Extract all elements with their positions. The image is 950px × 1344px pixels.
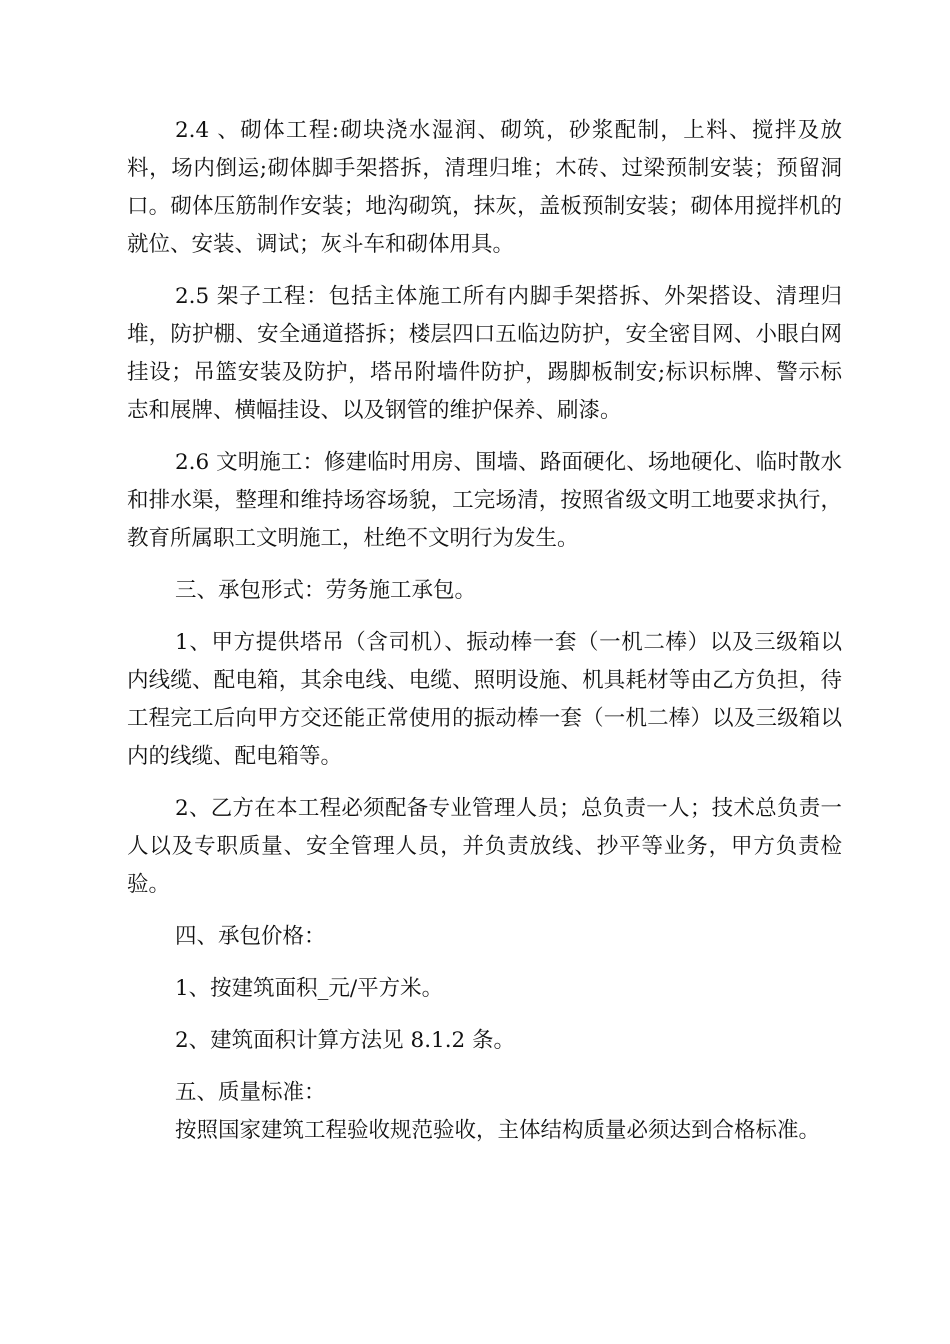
paragraph-area-calculation: 2、建筑面积计算方法见 8.1.2 条。 [175, 1028, 516, 1053]
paragraph-party-a-provisions: 1、甲方提供塔吊（含司机）、振动棒一套（一机二棒）以及三级箱以内线缆、配电箱，其余电线、电缆、照明设施、机具耗材等由乙方负担，待工程完工后向甲方交还能正常使用的振动棒一套（一机二棒）以及三级箱以内的线缆、配电箱等。 [127, 630, 842, 769]
heading-quality-standard: 五、质量标准： [175, 1080, 326, 1105]
paragraph-quality-requirement: 按照国家建筑工程验收规范验收，主体结构质量必须达到合格标准。 [175, 1118, 821, 1143]
document-body [127, 112, 842, 1164]
paragraph-masonry-work: 2.4 、砌体工程:砌块浇水湿润、砌筑，砂浆配制，上料、搅拌及放料，场内倒运;砌体脚手架搭拆，清理归堆；木砖、过梁预制安装；预留洞口。砌体压筋制作安装；地沟砌筑，抹灰，盖板预制安装；砌体用搅拌机的就位、安装、调试；灰斗车和砌体用具。 [127, 118, 842, 257]
paragraph-scaffolding-work: 2.5 架子工程：包括主体施工所有内脚手架搭拆、外架搭设、清理归堆，防护棚、安全通道搭拆；楼层四口五临边防护，安全密目网、小眼白网挂设；吊篮安装及防护，塔吊附墙件防护，踢脚板制安;标识标牌、警示标志和展牌、横幅挂设、以及钢管的维护保养、刷漆。 [127, 284, 842, 423]
heading-contract-price: 四、承包价格： [175, 924, 326, 949]
paragraph-civilized-construction: 2.6 文明施工：修建临时用房、围墙、路面硬化、场地硬化、临时散水和排水渠，整理和维持场容场貌，工完场清，按照省级文明工地要求执行，教育所属职工文明施工，杜绝不文明行为发生。 [127, 450, 842, 551]
paragraph-party-b-staffing: 2、乙方在本工程必须配备专业管理人员；总负责一人；技术总负责一人以及专职质量、安全管理人员，并负责放线、抄平等业务，甲方负责检验。 [127, 796, 842, 897]
paragraph-price-per-area: 1、按建筑面积_元/平方米。 [175, 976, 444, 1001]
heading-contract-form: 三、承包形式：劳务施工承包。 [175, 578, 477, 603]
